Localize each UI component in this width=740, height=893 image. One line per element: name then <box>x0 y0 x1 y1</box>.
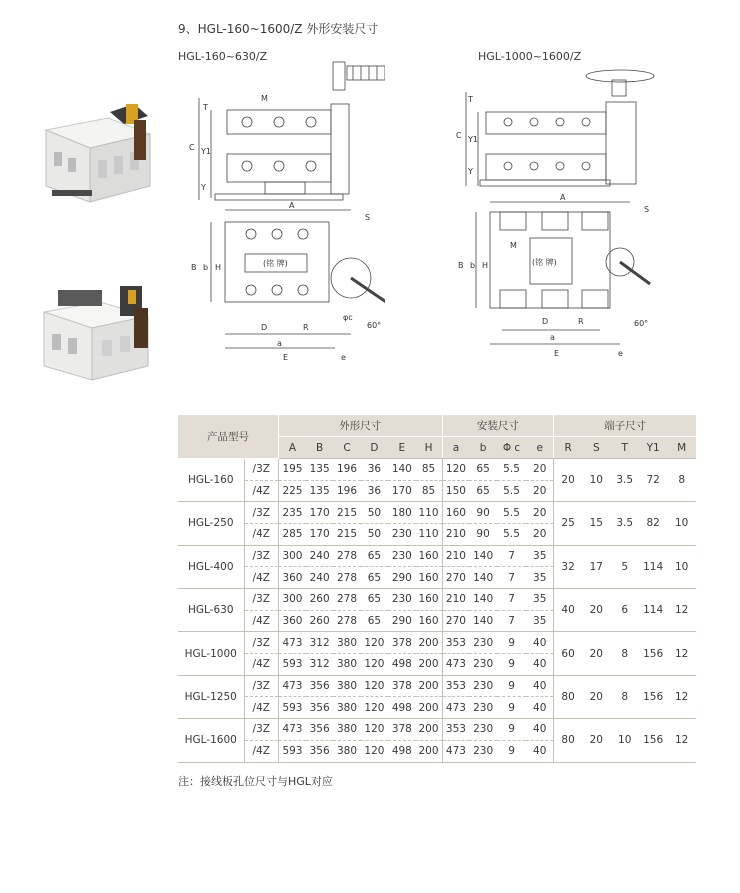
switch-photo-small <box>38 100 158 210</box>
value-cell: 380 <box>333 654 360 676</box>
value-cell: 135 <box>306 480 333 502</box>
value-cell: 260 <box>306 589 333 611</box>
pole-cell: /3Z <box>244 632 279 654</box>
value-cell: 35 <box>526 567 553 589</box>
terminal-cell: 15 <box>582 502 610 545</box>
angle-label: 60° <box>634 319 649 328</box>
dim-R: R <box>303 323 309 332</box>
value-cell: 356 <box>306 740 333 762</box>
terminal-cell: 12 <box>667 675 696 718</box>
dim-E: E <box>283 353 289 362</box>
value-cell: 360 <box>279 610 306 632</box>
value-cell: 65 <box>361 610 388 632</box>
value-cell: 215 <box>333 502 360 524</box>
value-cell: 170 <box>306 523 333 545</box>
model-cell: HGL-1600 <box>178 719 244 762</box>
value-cell: 40 <box>526 675 553 697</box>
model-cell: HGL-400 <box>178 545 244 588</box>
table-row <box>178 502 696 524</box>
section-title: 9、HGL-160~1600/Z 外形安装尺寸 <box>178 22 379 36</box>
model-cell: HGL-630 <box>178 589 244 632</box>
value-cell: 353 <box>442 675 469 697</box>
value-cell: 230 <box>469 697 496 719</box>
dim-B: B <box>458 261 464 270</box>
value-cell: 170 <box>388 480 415 502</box>
terminal-cell: 25 <box>554 502 582 545</box>
value-cell: 210 <box>442 545 469 567</box>
value-cell: 9 <box>497 697 526 719</box>
terminal-cell: 156 <box>639 675 667 718</box>
value-cell: 240 <box>306 567 333 589</box>
pole-cell: /4Z <box>244 523 279 545</box>
value-cell: 210 <box>442 523 469 545</box>
terminal-cell: 3.5 <box>611 502 639 545</box>
value-cell: 20 <box>526 523 553 545</box>
value-cell: 140 <box>469 589 496 611</box>
value-cell: 120 <box>442 458 469 480</box>
terminal-cell: 20 <box>582 589 610 632</box>
value-cell: 36 <box>361 480 388 502</box>
value-cell: 278 <box>333 610 360 632</box>
dim-D: D <box>261 323 268 332</box>
model-cell: HGL-1000 <box>178 632 244 675</box>
dim-C: C <box>456 131 462 140</box>
header-col: A <box>279 437 306 459</box>
table-row <box>178 632 696 654</box>
header-col: R <box>554 437 582 459</box>
value-cell: 85 <box>416 458 442 480</box>
terminal-cell: 5 <box>611 545 639 588</box>
value-cell: 196 <box>333 458 360 480</box>
terminal-cell: 114 <box>639 545 667 588</box>
value-cell: 120 <box>361 719 388 741</box>
terminal-cell: 8 <box>611 675 639 718</box>
terminal-cell: 40 <box>554 589 582 632</box>
terminal-cell: 12 <box>667 632 696 675</box>
value-cell: 35 <box>526 589 553 611</box>
value-cell: 40 <box>526 697 553 719</box>
value-cell: 285 <box>279 523 306 545</box>
value-cell: 235 <box>279 502 306 524</box>
dim-a: a <box>550 333 555 342</box>
value-cell: 65 <box>361 567 388 589</box>
pole-cell: /4Z <box>244 480 279 502</box>
pole-cell: /3Z <box>244 545 279 567</box>
value-cell: 150 <box>442 480 469 502</box>
terminal-cell: 3.5 <box>611 458 639 501</box>
value-cell: 360 <box>279 567 306 589</box>
value-cell: 7 <box>497 589 526 611</box>
dim-b: b <box>470 261 476 270</box>
right-drawing-label: HGL-1000~1600/Z <box>478 50 582 63</box>
terminal-cell: 6 <box>611 589 639 632</box>
value-cell: 290 <box>388 567 415 589</box>
terminal-cell: 10 <box>611 719 639 762</box>
value-cell: 215 <box>333 523 360 545</box>
dim-b: b <box>203 263 209 272</box>
value-cell: 140 <box>388 458 415 480</box>
header-col: H <box>416 437 442 459</box>
dim-R: R <box>578 317 584 326</box>
header-col: B <box>306 437 333 459</box>
value-cell: 230 <box>388 589 415 611</box>
terminal-cell: 82 <box>639 502 667 545</box>
value-cell: 230 <box>469 632 496 654</box>
value-cell: 9 <box>497 632 526 654</box>
pole-cell: /4Z <box>244 610 279 632</box>
dim-E: E <box>554 349 560 358</box>
pole-cell: /3Z <box>244 502 279 524</box>
value-cell: 7 <box>497 545 526 567</box>
dim-M: M <box>510 241 517 250</box>
value-cell: 473 <box>279 719 306 741</box>
value-cell: 380 <box>333 632 360 654</box>
terminal-cell: 32 <box>554 545 582 588</box>
table-row <box>178 675 696 697</box>
value-cell: 378 <box>388 719 415 741</box>
value-cell: 20 <box>526 480 553 502</box>
value-cell: 380 <box>333 697 360 719</box>
angle-label: 60° <box>367 321 382 330</box>
dim-B: B <box>191 263 197 272</box>
switch-photo-large <box>38 280 158 385</box>
value-cell: 160 <box>442 502 469 524</box>
value-cell: 230 <box>388 545 415 567</box>
dim-H: H <box>482 261 489 270</box>
value-cell: 290 <box>388 610 415 632</box>
header-col: C <box>333 437 360 459</box>
value-cell: 196 <box>333 480 360 502</box>
value-cell: 90 <box>469 502 496 524</box>
value-cell: 50 <box>361 523 388 545</box>
dim-C: C <box>189 143 195 152</box>
value-cell: 473 <box>279 675 306 697</box>
value-cell: 85 <box>416 480 442 502</box>
value-cell: 120 <box>361 740 388 762</box>
value-cell: 140 <box>469 610 496 632</box>
dim-phi-c: φc <box>343 313 353 322</box>
value-cell: 120 <box>361 632 388 654</box>
value-cell: 200 <box>416 632 442 654</box>
terminal-cell: 20 <box>582 719 610 762</box>
terminal-cell: 12 <box>667 589 696 632</box>
terminal-cell: 10 <box>667 545 696 588</box>
header-install-group: 安装尺寸 <box>442 415 554 437</box>
left-drawing-label: HGL-160~630/Z <box>178 50 268 63</box>
pole-cell: /3Z <box>244 589 279 611</box>
value-cell: 40 <box>526 740 553 762</box>
dim-Y: Y <box>201 183 206 192</box>
value-cell: 278 <box>333 589 360 611</box>
terminal-cell: 20 <box>554 458 582 501</box>
value-cell: 473 <box>442 654 469 676</box>
value-cell: 225 <box>279 480 306 502</box>
value-cell: 278 <box>333 545 360 567</box>
dim-Y1: Y1 <box>468 135 478 144</box>
dim-S: S <box>644 205 650 214</box>
value-cell: 9 <box>497 675 526 697</box>
value-cell: 160 <box>416 610 442 632</box>
terminal-cell: 80 <box>554 675 582 718</box>
value-cell: 90 <box>469 523 496 545</box>
value-cell: 230 <box>469 675 496 697</box>
header-model: 产品型号 <box>178 415 279 458</box>
value-cell: 9 <box>497 740 526 762</box>
value-cell: 20 <box>526 502 553 524</box>
value-cell: 9 <box>497 654 526 676</box>
value-cell: 230 <box>469 719 496 741</box>
header-terminal-group: 端子尺寸 <box>554 415 696 437</box>
value-cell: 50 <box>361 502 388 524</box>
value-cell: 140 <box>469 545 496 567</box>
value-cell: 120 <box>361 697 388 719</box>
model-cell: HGL-250 <box>178 502 244 545</box>
terminal-cell: 17 <box>582 545 610 588</box>
terminal-cell: 10 <box>667 502 696 545</box>
value-cell: 7 <box>497 567 526 589</box>
header-col: S <box>582 437 610 459</box>
nameplate-label: (铭 牌) <box>532 258 557 267</box>
header-col: T <box>611 437 639 459</box>
value-cell: 160 <box>416 545 442 567</box>
value-cell: 356 <box>306 719 333 741</box>
value-cell: 270 <box>442 567 469 589</box>
pole-cell: /3Z <box>244 458 279 480</box>
value-cell: 593 <box>279 654 306 676</box>
value-cell: 5.5 <box>497 502 526 524</box>
value-cell: 160 <box>416 567 442 589</box>
value-cell: 120 <box>361 675 388 697</box>
dim-e: e <box>618 349 623 358</box>
pole-cell: /4Z <box>244 567 279 589</box>
value-cell: 5.5 <box>497 458 526 480</box>
value-cell: 473 <box>279 632 306 654</box>
value-cell: 498 <box>388 654 415 676</box>
value-cell: 200 <box>416 740 442 762</box>
dim-T: T <box>468 95 473 104</box>
value-cell: 35 <box>526 610 553 632</box>
pole-cell: /3Z <box>244 719 279 741</box>
dim-T: T <box>203 103 208 112</box>
value-cell: 356 <box>306 675 333 697</box>
value-cell: 230 <box>388 523 415 545</box>
value-cell: 160 <box>416 589 442 611</box>
header-col: Φ c <box>497 437 526 459</box>
value-cell: 195 <box>279 458 306 480</box>
pole-cell: /4Z <box>244 654 279 676</box>
value-cell: 120 <box>361 654 388 676</box>
terminal-cell: 156 <box>639 632 667 675</box>
value-cell: 300 <box>279 589 306 611</box>
terminal-cell: 20 <box>582 632 610 675</box>
value-cell: 65 <box>469 480 496 502</box>
value-cell: 9 <box>497 719 526 741</box>
header-col: Y1 <box>639 437 667 459</box>
pole-cell: /3Z <box>244 675 279 697</box>
pole-cell: /4Z <box>244 740 279 762</box>
dim-Y1: Y1 <box>201 147 211 156</box>
header-outline-group: 外形尺寸 <box>279 415 442 437</box>
terminal-cell: 60 <box>554 632 582 675</box>
value-cell: 200 <box>416 675 442 697</box>
value-cell: 5.5 <box>497 480 526 502</box>
value-cell: 230 <box>469 654 496 676</box>
value-cell: 353 <box>442 632 469 654</box>
dim-A: A <box>289 201 295 210</box>
drawing-large-frame <box>450 62 680 370</box>
value-cell: 278 <box>333 567 360 589</box>
value-cell: 65 <box>361 589 388 611</box>
value-cell: 5.5 <box>497 523 526 545</box>
value-cell: 593 <box>279 697 306 719</box>
value-cell: 210 <box>442 589 469 611</box>
drawing-small-frame <box>185 58 385 370</box>
terminal-cell: 10 <box>582 458 610 501</box>
model-cell: HGL-1250 <box>178 675 244 718</box>
dim-e: e <box>341 353 346 362</box>
dim-D: D <box>542 317 549 326</box>
table-row <box>178 719 696 741</box>
value-cell: 353 <box>442 719 469 741</box>
value-cell: 312 <box>306 654 333 676</box>
model-cell: HGL-160 <box>178 458 244 501</box>
dim-M: M <box>261 94 268 103</box>
value-cell: 230 <box>469 740 496 762</box>
value-cell: 200 <box>416 719 442 741</box>
pole-cell: /4Z <box>244 697 279 719</box>
value-cell: 40 <box>526 632 553 654</box>
value-cell: 498 <box>388 697 415 719</box>
nameplate-label: (铭 牌) <box>263 259 288 268</box>
value-cell: 65 <box>469 458 496 480</box>
terminal-cell: 72 <box>639 458 667 501</box>
value-cell: 240 <box>306 545 333 567</box>
terminal-cell: 20 <box>582 675 610 718</box>
header-col: E <box>388 437 415 459</box>
value-cell: 40 <box>526 654 553 676</box>
value-cell: 380 <box>333 740 360 762</box>
value-cell: 110 <box>416 523 442 545</box>
value-cell: 593 <box>279 740 306 762</box>
header-col: b <box>469 437 496 459</box>
value-cell: 36 <box>361 458 388 480</box>
value-cell: 65 <box>361 545 388 567</box>
value-cell: 180 <box>388 502 415 524</box>
value-cell: 380 <box>333 675 360 697</box>
value-cell: 200 <box>416 697 442 719</box>
header-col: M <box>667 437 696 459</box>
dim-Y: Y <box>468 167 473 176</box>
value-cell: 473 <box>442 740 469 762</box>
terminal-cell: 114 <box>639 589 667 632</box>
value-cell: 378 <box>388 632 415 654</box>
header-col: D <box>361 437 388 459</box>
value-cell: 260 <box>306 610 333 632</box>
table-row <box>178 545 696 567</box>
value-cell: 498 <box>388 740 415 762</box>
value-cell: 7 <box>497 610 526 632</box>
value-cell: 312 <box>306 632 333 654</box>
dim-a: a <box>277 339 282 348</box>
terminal-cell: 8 <box>611 632 639 675</box>
header-col: a <box>442 437 469 459</box>
value-cell: 473 <box>442 697 469 719</box>
dim-A: A <box>560 193 566 202</box>
value-cell: 110 <box>416 502 442 524</box>
terminal-cell: 12 <box>667 719 696 762</box>
dim-S: S <box>365 213 371 222</box>
value-cell: 356 <box>306 697 333 719</box>
terminal-cell: 80 <box>554 719 582 762</box>
value-cell: 135 <box>306 458 333 480</box>
value-cell: 140 <box>469 567 496 589</box>
table-row <box>178 589 696 611</box>
value-cell: 378 <box>388 675 415 697</box>
terminal-cell: 8 <box>667 458 696 501</box>
value-cell: 35 <box>526 545 553 567</box>
footnote: 注：接线板孔位尺寸与HGL对应 <box>178 775 333 788</box>
value-cell: 270 <box>442 610 469 632</box>
value-cell: 20 <box>526 458 553 480</box>
value-cell: 40 <box>526 719 553 741</box>
dim-H: H <box>215 263 222 272</box>
value-cell: 200 <box>416 654 442 676</box>
terminal-cell: 156 <box>639 719 667 762</box>
value-cell: 380 <box>333 719 360 741</box>
value-cell: 300 <box>279 545 306 567</box>
header-col: e <box>526 437 553 459</box>
spec-table <box>178 415 696 763</box>
value-cell: 170 <box>306 502 333 524</box>
table-row <box>178 458 696 480</box>
